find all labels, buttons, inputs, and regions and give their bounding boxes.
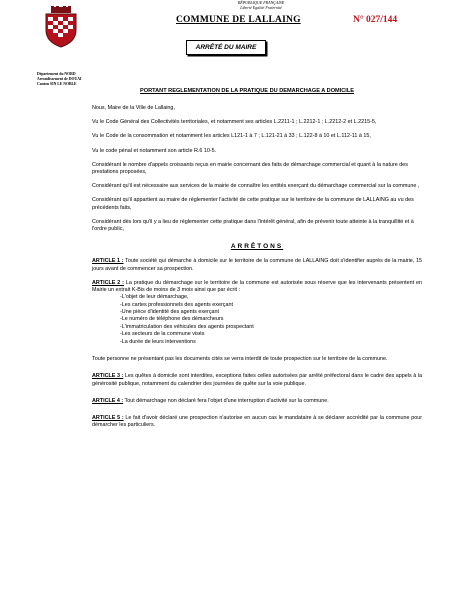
article-label: ARTICLE 5 : bbox=[92, 414, 124, 421]
article-label: ARTICLE 3 : bbox=[92, 373, 124, 380]
article-text: Le fait d'avoir déclaré une prospection n'autorise en aucun cas le mandataire à se déclarer accrédité par la commune pour démarcher les particuliers. bbox=[92, 414, 422, 429]
article-text: Toute société qui démarche à domicile sur le territoire de la commune de LALLAING doit s'identifier auprès de la mairie, 15 jours avant de commencer sa prospection. bbox=[92, 258, 422, 272]
admin-line: Département du NORD bbox=[37, 72, 76, 76]
article-3 bbox=[92, 373, 422, 387]
preamble-line: Nous, Maire de la Ville de Lallaing, bbox=[92, 105, 175, 111]
article-5 bbox=[92, 415, 422, 429]
doc-type-box: ARRÊTÉ DU MAIRE bbox=[186, 40, 266, 55]
motto-line: Liberté Egalité Fraternité bbox=[240, 5, 282, 10]
document-title: PORTANT REGLEMENTATION DE LA PRATIQUE DU DEMARCHAGE A DOMICILE bbox=[140, 88, 355, 94]
list-item: -L'objet de leur démarchage, bbox=[120, 294, 189, 301]
preamble-line: Considérant dès lors qu'il y a lieu de réglementer cette pratique dans l'intérêt général, afin de prévenir toute atteinte à la tranquillité et à l'ordre public, bbox=[92, 218, 414, 233]
document-body bbox=[92, 105, 422, 429]
list-item: -Les cartes professionnels des agents exerçant bbox=[120, 301, 233, 308]
article-label: ARTICLE 4 : bbox=[92, 397, 124, 404]
article-1 bbox=[92, 258, 422, 272]
commune-title: COMMUNE DE LALLAING bbox=[176, 15, 301, 25]
preamble-line: Considérant qu'il est nécessaire aux services de la mairie de connaître les entités exerçant du démarchage commercial sur la commune , bbox=[92, 183, 420, 190]
list-item: -L'immatriculation des véhicules des agents prospectant bbox=[120, 323, 254, 330]
article-4 bbox=[92, 398, 422, 405]
list-item: -Le numéro de téléphone des démarcheurs bbox=[120, 316, 224, 323]
decree-number: N° 027/144 bbox=[353, 15, 398, 25]
coat-of-arms-icon bbox=[42, 6, 80, 48]
preamble-line: Considérant qu'il appartient au maire de réglementer l'activité de cette pratique sur le territoire de la commune de LALLAING au vu des précédents faits, bbox=[92, 197, 414, 211]
preamble-line: Vu le Code Général des Collectivités territoriales, et notamment ses articles L.2211-1 ; L.2212-1 ; L.2212-2 et L.2215-5, bbox=[92, 119, 377, 126]
republic-line: RÉPUBLIQUE FRANÇAISE bbox=[237, 0, 285, 5]
admin-line: Arrondissement de DOUAI bbox=[37, 77, 82, 82]
preamble-line: Vu le Code de la consommation et notamment les articles L121-1 à 7 ; L.121-21 à 33 ; L.122-8 à 10 et L.112-11 à 15, bbox=[92, 133, 371, 140]
admin-line: Canton SIN LE NOBLE bbox=[37, 82, 77, 87]
list-item: -Une pièce d'identité des agents exerçant bbox=[120, 309, 220, 316]
admin-block bbox=[37, 72, 81, 88]
arretons-heading: ARRÊTONS bbox=[230, 243, 284, 251]
republic-motto bbox=[196, 0, 326, 10]
article-text: La pratique du démarchage sur le territoire de la commune est autorisée sous réserve que les intervenants présentent en Mairie un extrait K-Bis de moins de 3 mois ainsi que par écrit : bbox=[92, 279, 422, 294]
article-label: ARTICLE 2 : bbox=[92, 279, 124, 286]
list-item: -Les secteurs de la commune visés bbox=[120, 331, 205, 338]
article-2-list bbox=[92, 294, 422, 346]
article-text: Tout démarchage non déclaré fera l'objet d'une interruption d'activité sur la commune. bbox=[123, 397, 329, 404]
preamble-line: Considérant le nombre d'appels croissants reçus en mairie concernant des faits de démarchage commercial et quant à la nature des prestations proposées, bbox=[92, 161, 408, 176]
list-item: -La durée de leurs interventions bbox=[120, 338, 196, 345]
article-label: ARTICLE 1 : bbox=[92, 258, 124, 265]
preamble-line: Vu le code pénal et notamment son article R.6 10-5. bbox=[92, 147, 217, 154]
article-2-note: Toute personne ne présentant pas les documents cités se verra interdit de toute prospection sur le territoire de la commune. bbox=[92, 356, 388, 363]
article-2 bbox=[92, 280, 422, 294]
article-text: Les quêtes à domicile sont interdites, exceptions faites celles autorisées par arrêté préfectoral dans le cadre des appels à la générosité publique, notamment du calendrier des journées de quête sur la voie publique. bbox=[92, 373, 422, 387]
